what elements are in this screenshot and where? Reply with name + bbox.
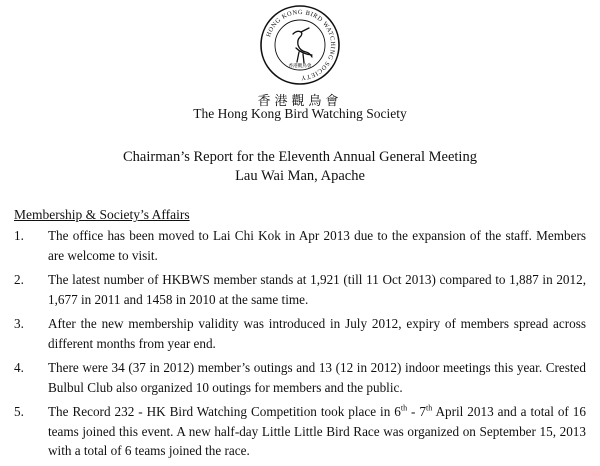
section-heading: Membership & Society’s Affairs [14,207,190,222]
item-text-part: - 7 [407,404,427,419]
list-item [14,402,586,461]
item-number: 2. [14,272,24,287]
report-title-block [0,148,600,186]
item-text: The office has been moved to Lai Chi Kok in Apr 2013 due to the expansion of the staff. Members are welcome to visit. [48,228,586,263]
item-text [48,404,586,458]
report-author: Lau Wai Man, Apache [235,168,365,184]
item-number: 1. [14,228,24,243]
report-title: Chairman’s Report for the Eleventh Annual General Meeting [123,149,477,165]
item-number: 5. [14,404,24,419]
item-text-part: The Record 232 - HK Bird Watching Competition took place in 6 [48,404,401,419]
affairs-list [14,226,586,466]
item-text: The latest number of HKBWS member stands at 1,921 (till 11 Oct 2013) compared to 1,887 in 2012, 1,677 in 2011 and 1458 in 2010 at the same time. [48,272,586,307]
ordinal-suffix: th [426,403,433,413]
item-text: After the new membership validity was introduced in July 2012, expiry of members spread across different months from year end. [48,316,586,351]
logo-inner-text: 香港觀鳥會 [288,64,312,69]
list-item [14,270,586,309]
list-item [14,358,586,397]
item-number: 3. [14,316,24,331]
org-name: The Hong Kong Bird Watching Society [193,106,407,121]
item-text-part: April 2013 and a total of 16 teams joined this event. A new half-day Little Little Bird Race was organized on September 15, 2013 with a total of 6 teams joined the race. [48,404,586,458]
heron-icon [293,28,312,63]
ordinal-suffix: th [400,403,408,413]
society-logo [259,4,341,86]
list-item [14,314,586,353]
item-number: 4. [14,360,24,375]
item-text: There were 34 (37 in 2012) member’s outings and 13 (12 in 2012) indoor meetings this year. Crested Bulbul Club also organized 10 outings for members and the public. [48,360,586,395]
chinese-org-name: 香港觀鳥會 [257,94,343,109]
logo-ring-text: HONG KONG BIRD WATCHING SOCIETY [265,8,337,82]
list-item [14,226,586,265]
